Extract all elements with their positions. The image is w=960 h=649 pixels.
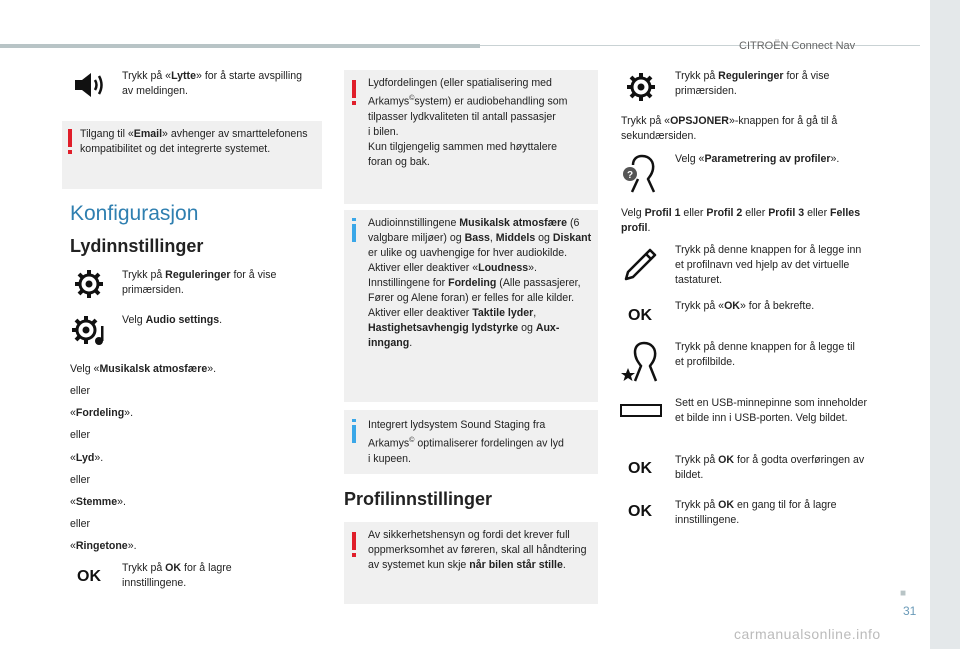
warning-icon-dot — [352, 101, 356, 105]
ringetone-text: «Ringetone». — [70, 540, 137, 552]
info-icon — [352, 224, 356, 242]
speaker-icon — [72, 70, 108, 100]
ok-button-icon: OK — [628, 503, 652, 520]
ok-button-icon: OK — [77, 568, 101, 585]
profile-picture-icon — [620, 340, 662, 384]
subsection-title-lyd: Lydinnstillinger — [70, 236, 204, 256]
gear-icon — [626, 72, 656, 102]
info-icon — [352, 425, 356, 443]
warning-icon — [352, 532, 356, 550]
opsjoner-text: Trykk på «OPSJONER»-knappen for å gå til å sekundærsiden. — [621, 115, 838, 142]
ok-save-text: Trykk på OK for å lagre innstillingene. — [122, 562, 232, 589]
page-marker: ■ — [900, 588, 907, 599]
page-number: 31 — [903, 604, 917, 618]
sound-staging-text: Integrert lydsystem Sound Staging fra Arkamys© optimaliserer fordelingen av lyd i kupeen. — [368, 419, 564, 465]
lydfordeling-warning-text: Lydfordelingen (eller spatialisering med Arkamys©system) er audiobehandling som tilpasser lydkvaliteten til antall passasjer i bilen. Kun tilgjengelig sammen med høyttalere foran og bak. — [368, 77, 568, 168]
warning-icon — [68, 129, 72, 147]
eller-text: eller — [70, 474, 91, 486]
ok-button-icon: OK — [628, 307, 652, 324]
ok-confirm-text: Trykk på «OK» for å bekrefte. — [675, 300, 815, 312]
ok-accept-text: Trykk på OK for å godta overføringen av bildet. — [675, 454, 865, 481]
ok-button-icon: OK — [628, 460, 652, 477]
usb-text: Sett en USB-minnepinne som inneholder et bilde inn i USB-porten. Velg bildet. — [675, 397, 867, 424]
audio-info-text: Audioinnstillingene Musikalsk atmosfære (6 valgbare miljøer) og Bass, Middels og Diskant er ulike og uavhengige for hver audiokilde. Aktiver eller deaktiver «Loudness». Innstillingene for Fordeling (Alle passasjerer, Fører og Alene foran) er felles for alle kilder. Aktiver eller deaktiver Taktile lyder, Hastighetsavhengig lydstyrke og Aux-inngang. — [368, 217, 592, 349]
eller-text: eller — [70, 429, 91, 441]
watermark: carmanualsonline.info — [734, 626, 881, 642]
email-warning-text: Tilgang til «Email» avhenger av smarttelefonens kompatibilitet og det integrerte systemet. — [80, 128, 308, 155]
svg-text:?: ? — [626, 170, 634, 181]
parametrering-text: Velg «Parametrering av profiler». — [675, 153, 840, 165]
gear-icon — [74, 269, 104, 299]
audio-settings-text: Velg Audio settings. — [122, 314, 223, 326]
velg-profil-text: Velg Profil 1 eller Profil 2 eller Profil 3 eller Felles profil. — [621, 207, 861, 234]
warning-icon-dot — [352, 553, 356, 557]
brand-header: CITROËN Connect Nav — [739, 40, 856, 52]
ok-save-again-text: Trykk på OK en gang til for å lagre innstillingene. — [675, 499, 837, 526]
usb-stick-icon — [620, 404, 662, 418]
fordeling-text: «Fordeling». — [70, 407, 134, 419]
profile-settings-icon — [620, 152, 662, 194]
reguleringer-text: Trykk på Reguleringer for å vise primærsiden. — [122, 269, 277, 296]
stemme-text: «Stemme». — [70, 496, 126, 508]
warning-icon-dot — [68, 150, 72, 154]
header-rule — [0, 44, 480, 48]
pen-text: Trykk på denne knappen for å legge inn et profilnavn ved hjelp av det virtuelle tastaturet. — [675, 244, 862, 286]
eller-text: eller — [70, 518, 91, 530]
eller-text: eller — [70, 385, 91, 397]
section-title: Konfigurasjon — [70, 202, 199, 225]
page-edge-strip — [930, 0, 960, 649]
reguleringer-text-2: Trykk på Reguleringer for å vise primærsiden. — [675, 70, 830, 97]
lytte-text: Trykk på «Lytte» for å starte avspilling av meldingen. — [122, 70, 302, 97]
warning-icon — [352, 80, 356, 98]
info-icon-dot — [352, 218, 356, 221]
safety-warning-text: Av sikkerhetshensyn og fordi det krever full oppmerksomhet av føreren, skal all håndtering av systemet kun skje når bilen står stille. — [368, 529, 587, 571]
pencil-icon — [622, 246, 658, 282]
lyd-text: «Lyd». — [70, 452, 104, 464]
velg-musikalsk-text: Velg «Musikalsk atmosfære». — [70, 363, 217, 375]
subsection-title-profil: Profilinnstillinger — [344, 489, 493, 509]
audio-settings-icon — [72, 314, 108, 346]
picture-text: Trykk på denne knappen for å legge til et profilbilde. — [675, 341, 855, 368]
info-icon-dot — [352, 419, 356, 422]
